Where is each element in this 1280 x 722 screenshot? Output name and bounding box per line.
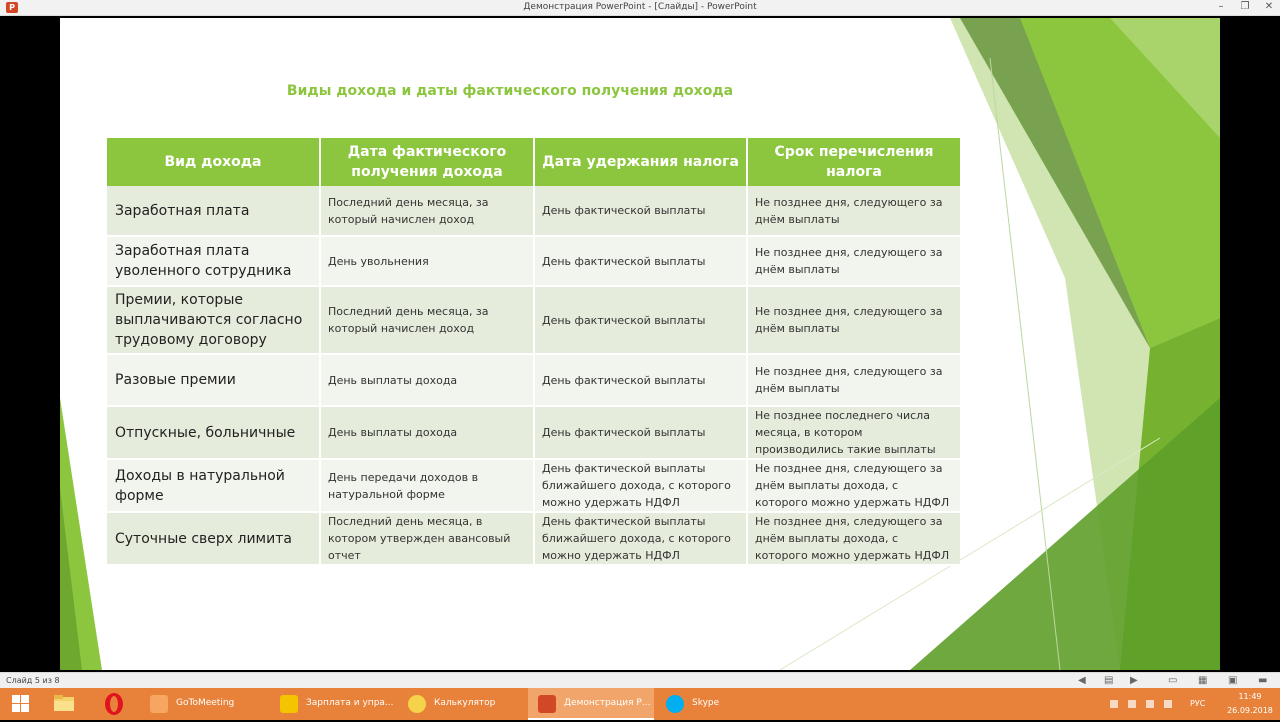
transfer-deadline-cell: Не позднее дня, следующего за днём выплаты xyxy=(747,186,960,236)
gotomeeting-icon xyxy=(150,695,168,713)
table-row xyxy=(107,354,960,406)
status-bar xyxy=(0,672,1280,688)
clock-date[interactable]: 26.09.2018 xyxy=(1227,706,1273,715)
income-table xyxy=(107,138,960,566)
slide-counter: Слайд 5 из 8 xyxy=(6,676,60,685)
calculator-icon xyxy=(408,695,426,713)
table-row xyxy=(107,286,960,354)
withholding-date-cell: День фактической выплаты ближайшего дохода, с которого можно удержать НДФЛ xyxy=(534,459,747,512)
opera-icon[interactable] xyxy=(94,692,134,716)
withholding-date-cell: День фактической выплаты ближайшего дохода, с которого можно удержать НДФЛ xyxy=(534,512,747,565)
income-type-cell: Доходы в натуральной форме xyxy=(107,459,320,512)
windows-start-button[interactable] xyxy=(0,688,40,720)
powerpoint-app-icon[interactable]: P xyxy=(6,2,18,13)
income-type-cell: Заработная плата уволенного сотрудника xyxy=(107,236,320,286)
income-type-cell: Разовые премии xyxy=(107,354,320,406)
taskbar-powerpoint[interactable]: Демонстрация Р... xyxy=(528,688,654,720)
slide-title: Виды дохода и даты фактического получения дохода xyxy=(286,83,734,99)
withholding-date-cell: День фактической выплаты xyxy=(534,186,747,236)
column-header: Срок перечисления налога xyxy=(747,138,960,186)
taskbar-1c[interactable]: Зарплата и упра... xyxy=(270,688,396,720)
taskbar-skype[interactable]: Skype xyxy=(656,688,784,720)
slideshow-stage xyxy=(0,16,1280,672)
transfer-deadline-cell: Не позднее дня, следующего за днём выплаты xyxy=(747,286,960,354)
withholding-date-cell: День фактической выплаты xyxy=(534,286,747,354)
normal-view-icon[interactable]: ▭ xyxy=(1168,675,1178,686)
income-type-cell: Премии, которые выплачиваются согласно трудовому договору xyxy=(107,286,320,354)
table-row xyxy=(107,186,960,236)
column-header: Дата фактического получения дохода xyxy=(320,138,534,186)
clock-time[interactable]: 11:49 xyxy=(1238,692,1262,701)
income-type-cell: Отпускные, больничные xyxy=(107,406,320,459)
restore-icon[interactable]: ❐ xyxy=(1240,1,1250,12)
system-tray-icons[interactable] xyxy=(1100,688,1190,720)
transfer-deadline-cell: Не позднее дня, следующего за днём выплаты xyxy=(747,236,960,286)
receipt-date-cell: Последний день месяца, за который начислен доход xyxy=(320,286,534,354)
transfer-deadline-cell: Не позднее дня, следующего за днём выплаты дохода, с которого можно удержать НДФЛ xyxy=(747,459,960,512)
reading-view-icon[interactable]: ▣ xyxy=(1228,675,1238,686)
skype-icon xyxy=(666,695,684,713)
window-titlebar xyxy=(0,0,1280,16)
close-icon[interactable]: ✕ xyxy=(1264,1,1274,12)
table-row xyxy=(107,236,960,286)
receipt-date-cell: Последний день месяца, в котором утвержден авансовый отчет xyxy=(320,512,534,565)
1c-icon xyxy=(280,695,298,713)
slideshow-view-icon[interactable]: ▬ xyxy=(1258,675,1268,686)
previous-slide-icon[interactable]: ◀ xyxy=(1078,675,1086,686)
taskbar-calculator[interactable]: Калькулятор xyxy=(398,688,526,720)
receipt-date-cell: День передачи доходов в натуральной форме xyxy=(320,459,534,512)
income-type-cell: Суточные сверх лимита xyxy=(107,512,320,565)
table-row xyxy=(107,406,960,459)
transfer-deadline-cell: Не позднее дня, следующего за днём выплаты дохода, с которого можно удержать НДФЛ xyxy=(747,512,960,565)
receipt-date-cell: День выплаты дохода xyxy=(320,406,534,459)
receipt-date-cell: День увольнения xyxy=(320,236,534,286)
withholding-date-cell: День фактической выплаты xyxy=(534,354,747,406)
taskbar xyxy=(0,688,1280,720)
transfer-deadline-cell: Не позднее дня, следующего за днём выплаты xyxy=(747,354,960,406)
minimize-icon[interactable]: – xyxy=(1218,1,1224,12)
menu-icon[interactable]: ▤ xyxy=(1104,675,1114,686)
taskbar-gotomeeting[interactable]: GoToMeeting xyxy=(140,688,268,720)
income-type-cell: Заработная плата xyxy=(107,186,320,236)
transfer-deadline-cell: Не позднее последнего числа месяца, в котором производились такие выплаты xyxy=(747,406,960,459)
powerpoint-icon xyxy=(538,695,556,713)
slide[interactable] xyxy=(60,18,1220,670)
next-slide-icon[interactable]: ▶ xyxy=(1130,675,1138,686)
language-indicator[interactable]: РУС xyxy=(1190,699,1206,708)
window-title: Демонстрация PowerPoint - [Слайды] - PowerPoint xyxy=(523,2,757,12)
withholding-date-cell: День фактической выплаты xyxy=(534,406,747,459)
withholding-date-cell: День фактической выплаты xyxy=(534,236,747,286)
file-explorer-icon[interactable] xyxy=(44,692,84,716)
table-row xyxy=(107,512,960,565)
table-row xyxy=(107,459,960,512)
slide-sorter-icon[interactable]: ▦ xyxy=(1198,675,1208,686)
column-header: Дата удержания налога xyxy=(534,138,747,186)
receipt-date-cell: День выплаты дохода xyxy=(320,354,534,406)
receipt-date-cell: Последний день месяца, за который начислен доход xyxy=(320,186,534,236)
table-header-row xyxy=(107,138,960,186)
column-header: Вид дохода xyxy=(107,138,320,186)
